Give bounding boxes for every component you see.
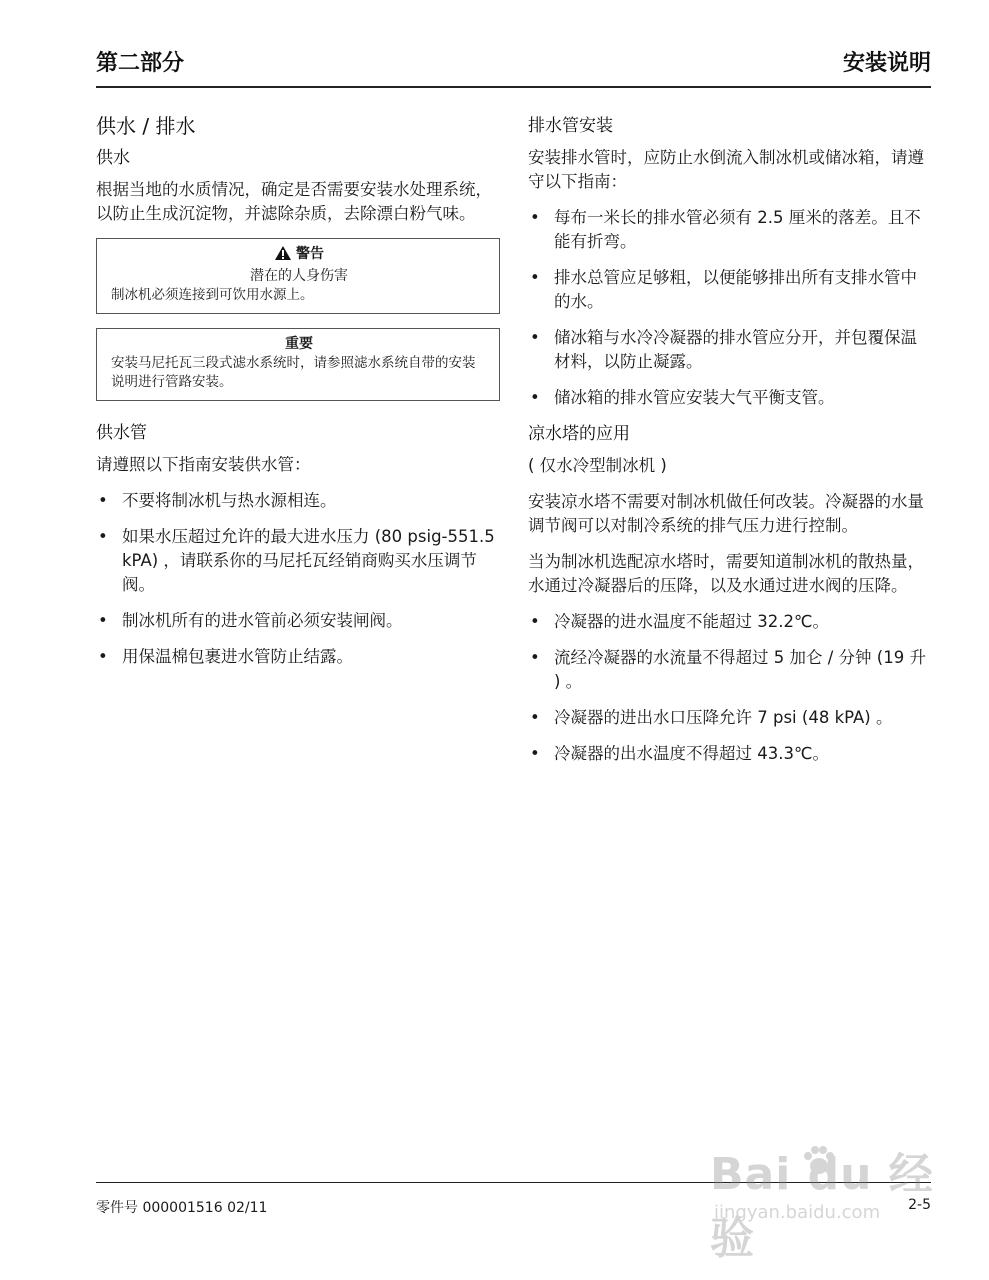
important-box: [96, 328, 500, 401]
left-column: [96, 110, 500, 681]
bullet-dot-icon: •: [98, 611, 108, 630]
header-part-label: 第二部分: [96, 51, 185, 76]
bullet-dot-icon: •: [98, 647, 108, 666]
header-rule: [96, 86, 931, 88]
list-item-text: 冷凝器的出水温度不得超过 43.3℃。: [554, 744, 830, 763]
tower-paragraph-1: 安装凉水塔不需要对制冰机做任何改装。冷凝器的水量调节阀可以对制冷系统的排气压力进行控制。: [528, 492, 924, 535]
list-item: [96, 609, 500, 633]
watermark-url: jingyan.baidu.com: [714, 1202, 881, 1223]
list-item: [528, 646, 930, 694]
bullet-dot-icon: •: [98, 491, 108, 510]
bullet-dot-icon: •: [530, 208, 540, 227]
page-header: [96, 46, 931, 86]
list-item: [96, 525, 500, 597]
list-item-text: 如果水压超过允许的最大进水压力 (80 psig-551.5 kPA) ，请联系你的马尼托瓦经销商购买水压调节阀。: [122, 527, 495, 594]
tower-note: ( 仅水冷型制冰机 ): [528, 456, 667, 475]
list-item-text: 流经冷凝器的水流量不得超过 5 加仑 / 分钟 (19 升 ) 。: [554, 648, 926, 691]
warning-triangle-icon: [274, 245, 292, 267]
warning-title-row: [111, 245, 487, 267]
tower-heading: 凉水塔的应用: [528, 424, 630, 444]
list-item-text: 冷凝器的进出水口压降允许 7 psi (48 kPA) 。: [554, 708, 893, 727]
pipe-bullet-list: [96, 489, 500, 669]
header-chapter-title: 安装说明: [842, 51, 931, 76]
list-item: [528, 706, 930, 730]
list-item-text: 每布一米长的排水管必须有 2.5 厘米的落差。且不能有折弯。: [554, 208, 921, 251]
list-item-text: 用保温棉包裹进水管防止结露。: [122, 647, 353, 666]
bullet-dot-icon: •: [98, 527, 108, 546]
paw-icon: [802, 1144, 836, 1182]
supply-paragraph: 根据当地的水质情况，确定是否需要安装水处理系统，以防止生成沉淀物，并滤除杂质，去除漂白粉气味。: [96, 180, 492, 223]
supply-heading: 供水: [96, 148, 130, 168]
baidu-watermark: [710, 1138, 950, 1264]
bullet-dot-icon: •: [530, 388, 540, 407]
pipe-intro: 请遵照以下指南安装供水管：: [96, 455, 311, 474]
list-item: [528, 610, 930, 634]
list-item-text: 储冰箱与水冷冷凝器的排水管应分开，并包覆保温材料，以防止凝露。: [554, 328, 917, 371]
list-item: [528, 266, 930, 314]
bullet-dot-icon: •: [530, 648, 540, 667]
footer-part-number: 零件号 000001516 02/11: [96, 1200, 268, 1216]
important-text: 安装马尼托瓦三段式滤水系统时，请参照滤水系统自带的安装说明进行管路安装。: [111, 355, 476, 390]
warning-text: 制冰机必须连接到可饮用水源上。: [111, 287, 314, 303]
bullet-dot-icon: •: [530, 328, 540, 347]
tower-paragraph-2: 当为制冰机选配凉水塔时，需要知道制冰机的散热量，水通过冷凝器后的压降，以及水通过进水阀的压降。: [528, 552, 924, 595]
bullet-dot-icon: •: [530, 268, 540, 287]
warning-subtitle: 潜在的人身伤害: [250, 268, 348, 284]
bullet-dot-icon: •: [530, 708, 540, 727]
list-item: [528, 206, 930, 254]
warning-title: 警告: [296, 246, 324, 262]
pipe-heading: 供水管: [96, 423, 147, 443]
drain-intro: 安装排水管时，应防止水倒流入制冰机或储冰箱，请遵守以下指南：: [528, 148, 924, 191]
section-title: 供水 / 排水: [96, 114, 196, 138]
list-item-text: 制冰机所有的进水管前必须安装闸阀。: [122, 611, 403, 630]
list-item-text: 不要将制冰机与热水源相连。: [122, 491, 337, 510]
list-item-text: 冷凝器的进水温度不能超过 32.2℃。: [554, 612, 830, 631]
footer-page-number: 2-5: [908, 1197, 931, 1213]
list-item-text: 排水总管应足够粗，以便能够排出所有支排水管中的水。: [554, 268, 917, 311]
list-item: [528, 386, 930, 410]
list-item: [528, 326, 930, 374]
drain-bullet-list: [528, 206, 930, 410]
bullet-dot-icon: •: [530, 612, 540, 631]
drain-heading: 排水管安装: [528, 116, 613, 136]
warning-box: [96, 238, 500, 314]
important-title: 重要: [285, 336, 313, 352]
list-item-text: 储冰箱的排水管应安装大气平衡支管。: [554, 388, 835, 407]
right-column: [528, 110, 930, 778]
bullet-dot-icon: •: [530, 744, 540, 763]
tower-bullet-list: [528, 610, 930, 766]
list-item: [528, 742, 930, 766]
watermark-brand: Bai du 经验: [710, 1149, 934, 1264]
list-item: [96, 645, 500, 669]
list-item: [96, 489, 500, 513]
